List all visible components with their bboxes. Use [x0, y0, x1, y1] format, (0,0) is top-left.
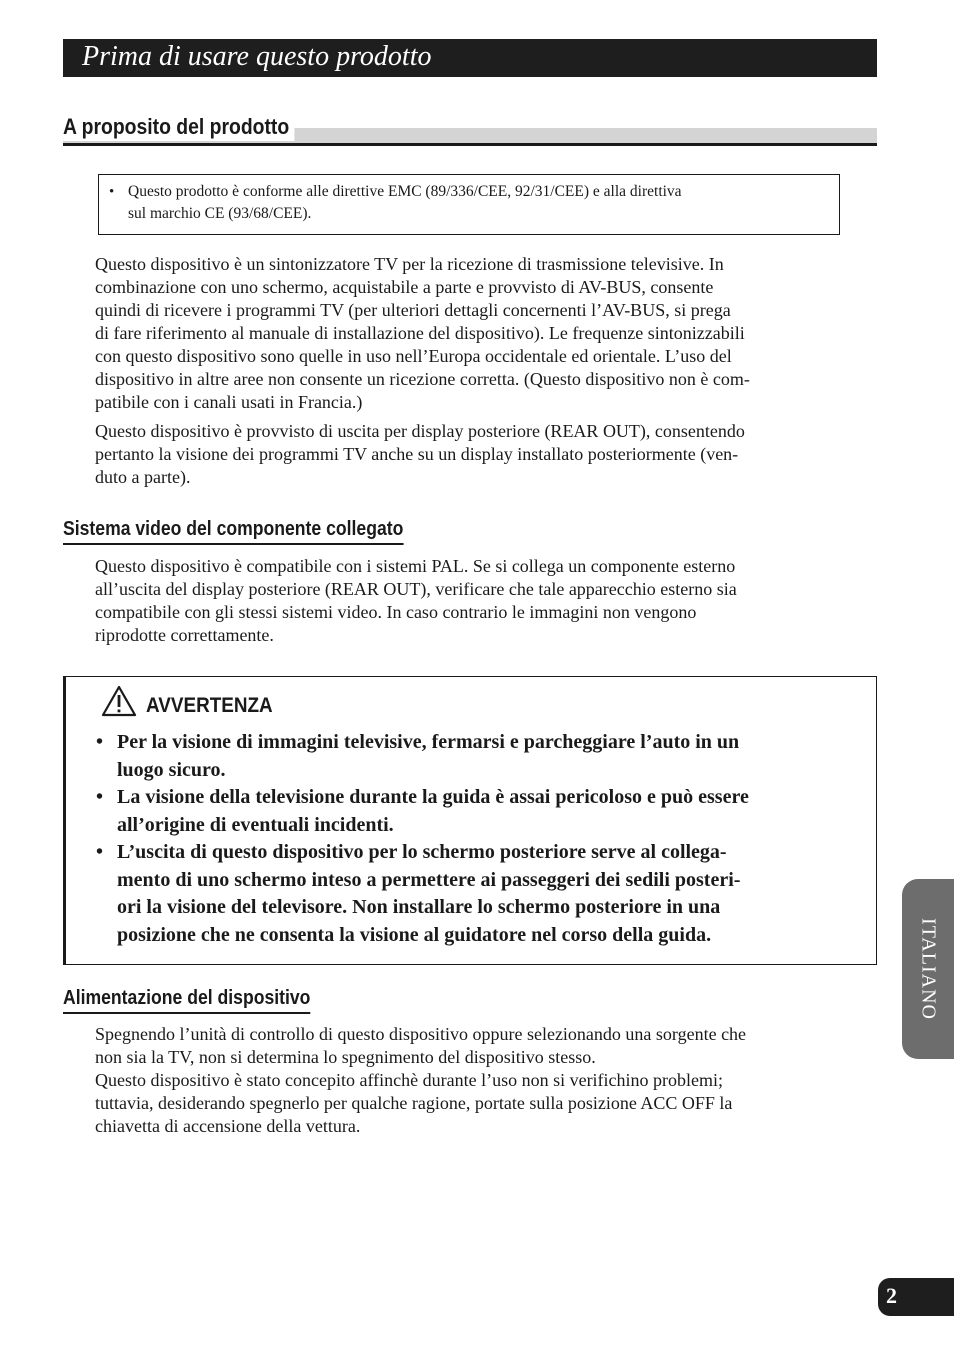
section-heading-video: Sistema video del componente collegato — [63, 516, 403, 545]
text-line: patibile con i canali usati in Francia.) — [95, 392, 363, 412]
warning-list — [96, 729, 866, 949]
section-heading-product — [63, 112, 877, 146]
page-title: Prima di usare questo prodotto — [82, 41, 432, 72]
text-line: Questo dispositivo è compatibile con i sistemi PAL. Se si collega un componente esterno — [95, 556, 736, 576]
compliance-note-text — [128, 181, 808, 225]
power-paragraph — [95, 1023, 845, 1138]
text-line: compatibile con gli stessi sistemi video. In caso contrario le immagini non vengono — [95, 602, 697, 622]
note-line: Questo prodotto è conforme alle direttive EMC (89/336/CEE, 92/31/CEE) e alla direttiva — [128, 183, 682, 200]
text-line: all’uscita del display posteriore (REAR OUT), verificare che tale apparecchio esterno sia — [95, 579, 737, 599]
note-line: sul marchio CE (93/68/CEE). — [128, 205, 312, 222]
language-tab — [902, 879, 954, 1059]
compliance-note-box — [98, 174, 840, 235]
video-paragraph — [95, 555, 845, 647]
warning-box — [63, 676, 877, 965]
text-line: quindi di ricevere i programmi TV (per ulteriori dettagli concernenti l’AV-BUS, si prega — [95, 300, 731, 320]
warning-item: • La visione della televisione durante la guida è assai pericoloso e può essere all’origine di eventuali incidenti. — [96, 784, 866, 839]
text-line: combinazione con uno schermo, acquistabile a parte e provvisto di AV-BUS, consente — [95, 277, 714, 297]
text-line: Questo dispositivo è un sintonizzatore TV per la ricezione di trasmissione televisive. In — [95, 254, 724, 274]
note-bullet: • — [109, 184, 115, 200]
warning-title: AVVERTENZA — [146, 694, 273, 717]
product-paragraph-1 — [95, 253, 845, 414]
section-heading-power: Alimentazione del dispositivo — [63, 985, 310, 1014]
text-line: chiavetta di accensione della vettura. — [95, 1116, 361, 1136]
product-paragraph-2 — [95, 420, 845, 489]
text-line: con questo dispositivo sono quelle in uso nell’Europa occidentale ed orientale. L’uso del — [95, 346, 732, 366]
text-line: Questo dispositivo è stato concepito affinchè durante l’uso non si verifichino problemi; — [95, 1070, 724, 1090]
text-line: pertanto la visione dei programmi TV anche su un display installato posteriormente (ven- — [95, 444, 739, 464]
text-line: Questo dispositivo è provvisto di uscita per display posteriore (REAR OUT), consentendo — [95, 421, 745, 441]
page-number: 2 — [886, 1283, 897, 1308]
text-line: duto a parte). — [95, 467, 191, 487]
section-heading-product-text: A proposito del prodotto — [63, 113, 294, 141]
text-line: riprodotte correttamente. — [95, 625, 274, 645]
warning-item: • Per la visione di immagini televisive, fermarsi e parcheggiare l’auto in un luogo sicuro. — [96, 729, 866, 784]
warning-triangle-icon — [101, 685, 137, 717]
text-line: non sia la TV, non si determina lo spegnimento del dispositivo stesso. — [95, 1047, 596, 1067]
text-line: dispositivo in altre aree non consente un ricezione corretta. (Questo dispositivo non è com- — [95, 369, 750, 389]
page-number-tab — [878, 1278, 954, 1316]
text-line: tuttavia, desiderando spegnerlo per qualche ragione, portate sulla posizione ACC OFF la — [95, 1093, 733, 1113]
text-line: di fare riferimento al manuale di installazione del dispositivo). Le frequenze sintonizzabili — [95, 323, 745, 343]
warning-item: • L’uscita di questo dispositivo per lo schermo posteriore serve al collega- mento di uno schermo inteso a permettere ai passeggeri dei sedili posteri- ori la visione del televisore. Non installare lo schermo posteriore in una posizione che ne consenta la visione al guidatore nel corso della guida. — [96, 839, 866, 949]
text-line: Spegnendo l’unità di controllo di questo dispositivo oppure selezionando una sorgente che — [95, 1024, 747, 1044]
language-tab-label: ITALIANO — [917, 918, 940, 1020]
page-title-bar — [63, 39, 877, 77]
